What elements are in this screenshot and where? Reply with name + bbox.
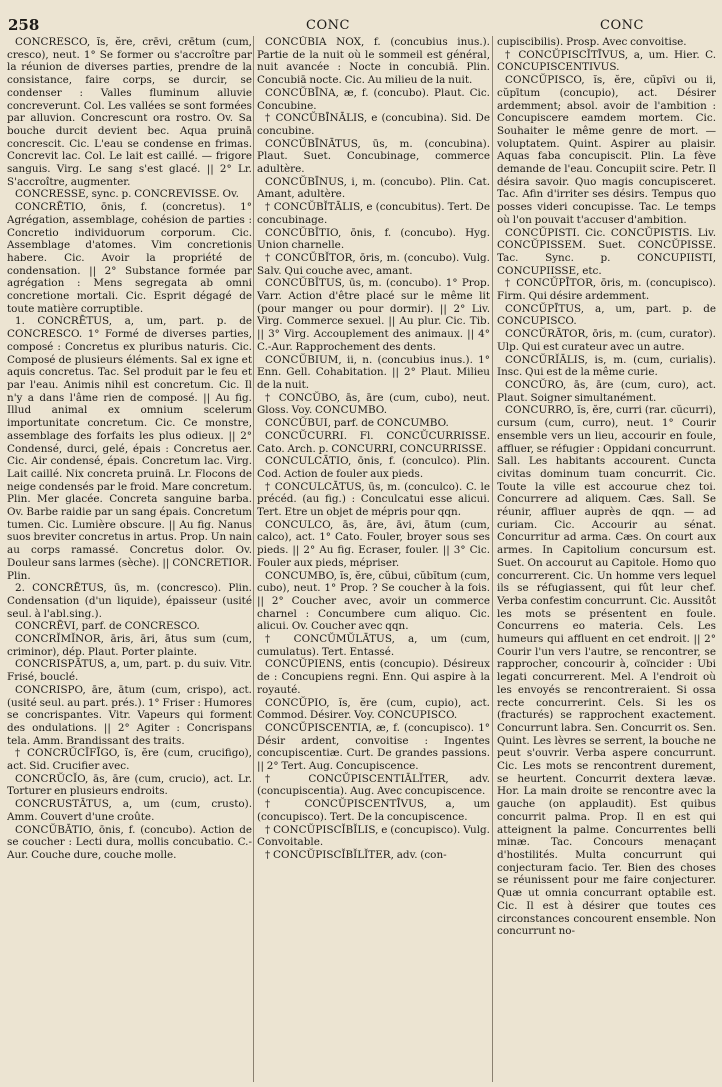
dictionary-entry: † CONCŬBĪNĀLIS, e (concubina). Sid. De concubine.	[257, 112, 490, 137]
dictionary-entry: CONCRUSTĀTUS, a, um (cum, crusto). Amm. Couvert d'une croûte.	[7, 798, 252, 823]
dictionary-entry: 1. CONCRĒTUS, a, um, part. p. de CONCRESCO. 1° Formé de diverses parties, composé : Concretus ex pluribus naturis. Cic. Composé de plusieurs éléments. Sal ex igne et aquis concretus. Tac. Sel produit par le feu et par l'eau. Animis nihil est concretum. Cic. Il n'y a dans l'âme rien de composé. || Au fig. Illud animal ex omnium scelerum importunitate concretum. Cic. Ce monstre, assemblage des forfaits les plus odieux. || 2° Condensé, durci, gelé, épais : Concretus aer. Cic. Air condensé, épais. Concretum lac. Virg. Lait caillé. Nix concreta pruinā. Lr. Flocons de neige condensés par le froid. Mare concretum. Plin. Mer glacée. Concreta sanguine barba. Ov. Barbe raidie par un sang épais. Concretum tumen. Cic. Lumière obscure. || Au fig. Nanus suos breviter concretus in artus. Prop. Un nain au corps ramassé. Concretus dolor. Ov. Douleur sans larmes (sèche). || CONCRETIOR. Plin.	[7, 315, 252, 582]
dictionary-entry: CONCRĒVI, parf. de CONCRESCO.	[15, 620, 200, 633]
dictionary-entry: CONCŬPIENS, entis (concupio). Désireux de : Concupiens regni. Enn. Qui aspire à la royauté.	[257, 658, 490, 696]
dictionary-entry: CONCRŬCĬO, ās, āre (cum, crucio), act. Lr. Torturer en plusieurs endroits.	[7, 772, 252, 798]
dictionary-entry: † CONCŬBĬTĀLIS, e (concubitus). Tert. De concubinage.	[257, 201, 490, 226]
dictionary-entry: CONCURRO, ĭs, ĕre, curri (rar. cŭcurri), cursum (cum, curro), neut. 1° Courir ensemble vers un lieu, accourir en foule, affluer, se réfugier : Oppidani concurrunt. Sall. Les habitants accourent. Cuncta civitas dominum tuam concurrit. Cic. Toute la ville est accourue chez toi. Concurrere ad aliquem. Cæs. Sall. Se réunir, affluer auprès de qqn. — ad curiam. Cic. Accourir au sénat. Concurritur ad arma. Cæs. On court aux armes. In Capitolium concursum est. Suet. On accourut au Capitole. Homo quo concurrerent. Cic. Un homme vers lequel ils se réfugiassent, qui fût leur chef. Verba confestim concurrunt. Cic. Aussitôt les mots se présentent en foule. Concurrens eo materia. Cels. Les humeurs qui affluent en cet endroit. || 2° Courir l'un vers l'autre, se rencontrer, se rapprocher, concourir à, coïncider : Ubi legati concurrerent. Mel. A l'endroit où les envoyés se rencontreraient. Si ossa recte concurrerint. Cels. Si les os (fracturés) se rapprochent exactement. Concurrunt labra. Sen. Concurrit os. Sen. Quint. Les lèvres se serrent, la bouche ne peut s'ouvrir. Verba aspere concurrunt. Cic. Les mots se rencontrent durement, se heurtent. Concurrit dextera lævæ. Hor. La main droite se rencontre avec la gauche (on applaudit). Est quibus concurrit palma. Prop. Il en est qui atteignent la palme. Concurrentes belli minæ. Tac. Concours menaçant d'hostilités. Multa concurrunt qui conjecturam facio. Ter. Bien des choses se réunissent pour me faire conjecturer. Quæ ut omnia concurrant optabile est. Cic. Il est à désirer que toutes ces circonstances concourent ensemble. Non concurrunt no-	[497, 404, 716, 938]
dictionary-entry: † CONCŬBO, ās, āre (cum, cubo), neut. Gloss. Voy. CONCUMBO.	[257, 391, 490, 417]
column-divider-1	[253, 36, 254, 1082]
dictionary-entry: CONCŬBĪNA, æ, f. (concubo). Plaut. Cic. Concubine.	[257, 86, 490, 112]
dictionary-entry: cupiscibilis). Prosp. Avec convoitise.	[497, 36, 687, 48]
dictionary-entry: 2. CONCRĒTUS, ūs, m. (concresco). Plin. Condensation (d'un liquide), épaisseur (usité seul. à l'abl.sing.).	[7, 582, 252, 620]
dictionary-entry: CONCŬPISTI. Cic. CONCŬPISTIS. Liv. CONCŬPISSEM. Suet. CONCŬPISSE. Tac. Sync. p. CONCUPIISTI, CONCUPIISSE, etc.	[497, 226, 716, 277]
column-right	[497, 36, 716, 1082]
dictionary-entry: CONCRESCO, ĭs, ĕre, crēvi, crētum (cum, cresco), neut. 1° Se former ou s'accroître par la réunion de diverses parties, prendre de la consistance, faire corps, se durcir, se condenser : Valles fluminum alluvie concreverunt. Col. Les vallées se sont formées par alluvion. Concrescunt ora rostro. Ov. Sa bouche durcit devient bec. Aqua pruinā concrescit. Cic. L'eau se condense en frimas. Concrevit lac. Col. Le lait est caillé. — frigore sanguis. Virg. Le sang s'est glacé. || 2° Lr. S'accroître, augmenter.	[7, 36, 252, 188]
dictionary-entry: CONCŬRĬĀLIS, is, m. (cum, curialis). Insc. Qui est de la même curie.	[497, 353, 716, 379]
dictionary-entry: CONCRĒTIO, ōnis, f. (concretus). 1° Agrégation, assemblage, cohésion de parties : Concretio individuorum corporum. Cic. Assemblage d'atomes. Vim concretionis habere. Cic. Avoir la propriété de condensation. || 2° Substance formée par agrégation : Mens segregata ab omni concretione mortali. Cic. Esprit dégagé de toute matière corruptible.	[7, 201, 252, 315]
dictionary-entry: CONCUMBO, ĭs, ĕre, cŭbui, cŭbĭtum (cum, cubo), neut. 1° Prop. ? Se coucher à la fois. || 2° Coucher avec, avoir un commerce charnel : Concumbere cum aliquo. Cic. alicui. Ov. Coucher avec qqn.	[257, 569, 490, 633]
column-left	[7, 36, 252, 1082]
dictionary-entry: † CONCRŬCĬFĪGO, ĭs, ĕre (cum, crucifigo), act. Sid. Crucifier avec.	[7, 747, 252, 773]
running-head-center: CONC	[306, 18, 350, 33]
dictionary-entry: CONCŬCURRI. Fl. CONCŬCURRISSE. Cato. Arch. p. CONCURRI, CONCURRISSE.	[257, 429, 490, 455]
dictionary-entry: CONCŬRO, ās, āre (cum, curo), act. Plaut. Soigner simultanément.	[497, 378, 716, 404]
dictionary-entry: CONCŬPĪTUS, a, um, part. p. de CONCUPISCO.	[497, 302, 716, 328]
dictionary-entry: CONCRISPO, āre, ātum (cum, crispo), act. (usité seul. au part. prés.). 1° Friser : Humores se concrispantes. Vitr. Vapeurs qui forment des ondulations. || 2° Agiter : Concrispans tela. Amm. Brandissant des traits.	[7, 683, 252, 747]
dictionary-entry: CONCŬBĪNĀTUS, ūs, m. (concubina). Plaut. Suet. Concubinage, commerce adultère.	[257, 137, 490, 176]
dictionary-entry: CONCŬBIA NOX, f. (concubius inus.). Partie de la nuit où le sommeil est général, nuit avancée : Nocte in concubiā. Plin. Concubiā nocte. Cic. Au milieu de la nuit.	[257, 36, 490, 87]
dictionary-entry: CONCŬPISCO, ĭs, ĕre, cŭpīvi ou ii, cŭpītum (concupio), act. Désirer ardemment; absol. avoir de l'ambition : Concupiscere eamdem mortem. Cic. Souhaiter le même genre de mort. — voluptatem. Quint. Aspirer au plaisir. Aquas faba concupiscit. Plin. La fève demande de l'eau. Concupiit scire. Petr. Il désira savoir. Quo magis concupisceret. Tac. Afin d'irriter ses désirs. Tempus quo posses videri concupisse. Tac. Le temps où l'on pouvait t'accuser d'ambition.	[497, 74, 716, 226]
dictionary-entry: CONCŬBĪNUS, i, m. (concubo). Plin. Cat. Amant, adultère.	[257, 175, 490, 201]
column-middle	[257, 36, 490, 1082]
column-divider-2	[492, 36, 493, 1082]
dictionary-entry: CONCŬBIUM, ii, n. (concubius inus.). 1° Enn. Gell. Cohabitation. || 2° Plaut. Milieu de la nuit.	[257, 353, 490, 391]
dictionary-entry: CONCULCO, ās, āre, āvi, ātum (cum, calco), act. 1° Cato. Fouler, broyer sous ses pieds. || 2° Au fig. Ecraser, fouler. || 3° Cic. Fouler aux pieds, mépriser.	[257, 518, 490, 569]
dictionary-entry: † CONCŬPISCENTIĀLĬTER, adv. (concupiscentia). Aug. Avec concupiscence.	[257, 772, 490, 798]
dictionary-entry: † CONCŬPISCĬBĬLIS, e (concupisco). Vulg. Convoitable.	[257, 823, 490, 849]
dictionary-entry: † CONCŬBĬTOR, ōris, m. (concubo). Vulg. Salv. Qui couche avec, amant.	[257, 251, 490, 277]
dictionary-entry: CONCŬPIO, ĭs, ĕre (cum, cupio), act. Commod. Désirer. Voy. CONCUPISCO.	[257, 696, 490, 722]
dictionary-entry: † CONCŬPISCENTĪVUS, a, um (concupisco). Tert. De la concupiscence.	[257, 798, 490, 823]
dictionary-entry: CONCRESSE, sync. p. CONCREVISSE. Ov.	[15, 188, 239, 201]
dictionary-entry: CONCŬBĬTIO, ōnis, f. (concubo). Hyg. Union charnelle.	[257, 226, 490, 252]
dictionary-entry: CONCULCĀTIO, ōnis, f. (conculco). Plin. Cod. Action de fouler aux pieds.	[257, 455, 490, 480]
dictionary-entry: CONCŬPISCENTIA, æ, f. (concupisco). 1° Désir ardent, convoitise : Ingentes concupiscentiæ. Curt. De grandes passions. || 2° Tert. Aug. Concupiscence.	[257, 721, 490, 773]
dictionary-entry: CONCRISPĀTUS, a, um, part. p. du suiv. Vitr. Frisé, bouclé.	[7, 658, 252, 684]
dictionary-entry: † CONCŬPISCĬBĬLĬTER, adv. (con-	[265, 849, 447, 861]
page-header	[0, 14, 722, 38]
dictionary-entry: CONCŬRĀTOR, ōris, m. (cum, curator). Ulp. Qui est curateur avec un autre.	[497, 328, 716, 353]
dictionary-entry: † CONCŬPISCĬTĪVUS, a, um. Hier. C. CONCUPISCENTIVUS.	[497, 48, 716, 74]
dictionary-entry: CONCŬBUI, parf. de CONCUMBO.	[265, 417, 449, 430]
dictionary-entry: CONCŬBĀTIO, ōnis, f. (concubo). Action de se coucher : Lecti dura, mollis concubatio. C.-Aur. Couche dure, couche molle.	[7, 823, 252, 861]
dictionary-entry: CONCRĬMĬNOR, āris, āri, ātus sum (cum, criminor), dép. Plaut. Porter plainte.	[7, 633, 252, 658]
dictionary-entry: † CONCULCĀTUS, ūs, m. (conculco). C. le précéd. (au fig.) : Conculcatui esse alicui. Tert. Etre un objet de mépris pour qqn.	[257, 480, 490, 519]
dictionary-entry: CONCŬBĬTUS, ūs, m. (concubo). 1° Prop. Varr. Action d'être placé sur le même lit (pour manger ou pour dormir). || 2° Liv. Virg. Commerce sexuel. || Au plur. Cic. Tib. || 3° Virg. Accouplement des animaux. || 4° C.-Aur. Rapprochement des dents.	[257, 277, 490, 353]
running-head-right: CONC	[600, 18, 644, 33]
page-number: 258	[8, 16, 40, 34]
dictionary-entry: † CONCŬPĪTOR, ōris, m. (concupisco). Firm. Qui désire ardemment.	[497, 277, 716, 303]
dictionary-entry: † CONCŬMŬLĀTUS, a, um (cum, cumulatus). Tert. Entassé.	[257, 633, 490, 658]
